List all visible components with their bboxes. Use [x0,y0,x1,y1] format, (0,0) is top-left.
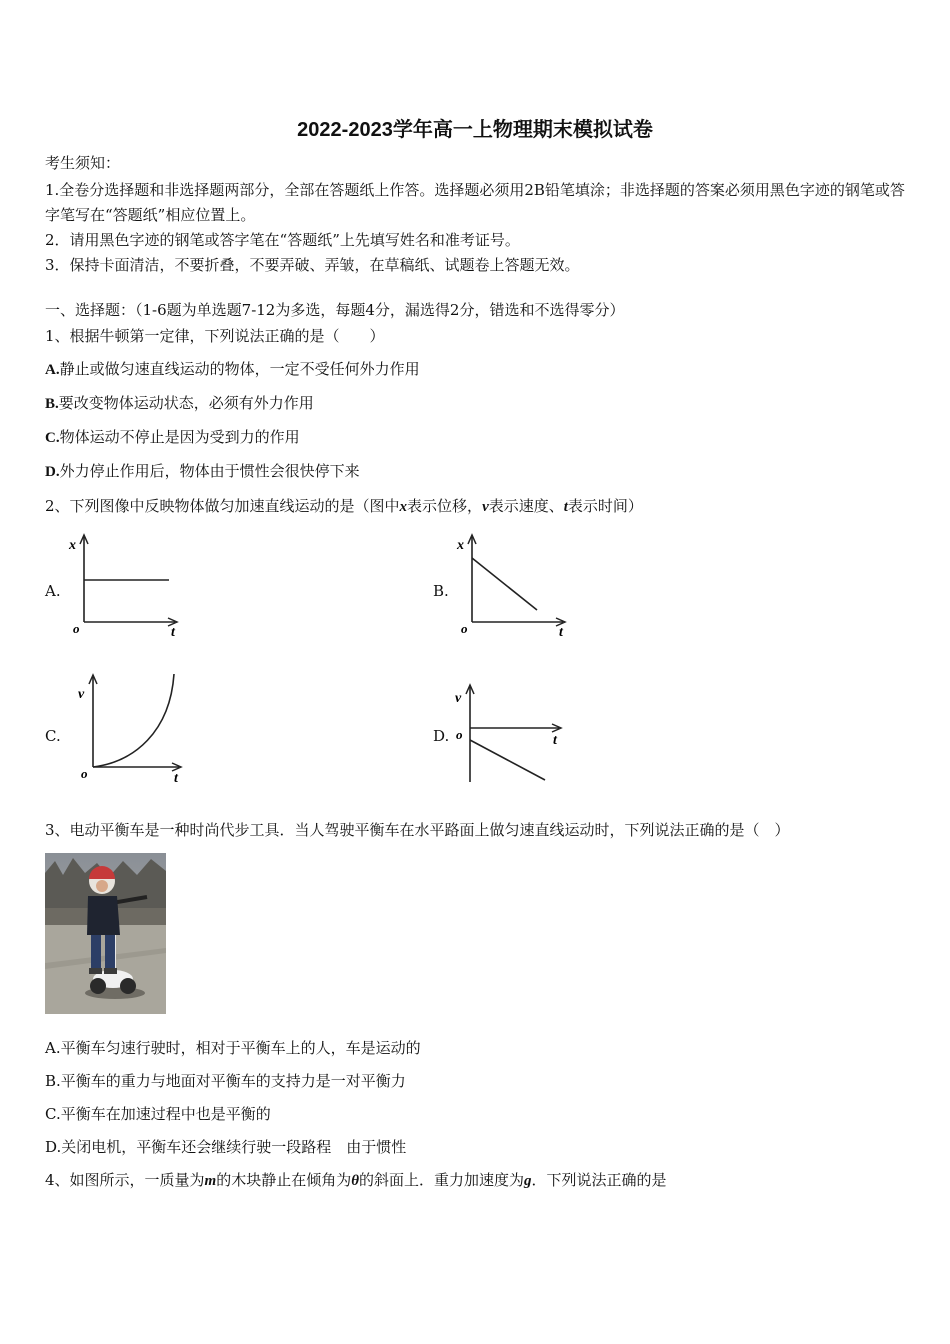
graph-b [453,532,578,642]
q4-stem-part: 的木块静止在倾角为 [216,1171,352,1189]
graph-d-curve [470,740,545,780]
q2-stem-part: 表示速度、 [488,497,564,515]
graph-d-label: D. [433,727,450,745]
notice-item-3: 3．保持卡面清洁，不要折叠，不要弄破、弄皱，在草稿纸、试题卷上答题无效。 [45,256,580,274]
graph-c-origin: o [81,766,88,781]
option-text: 要改变物体运动状态，必须有外力作用 [58,394,314,412]
graph-d-origin: o [456,727,463,742]
graph-b-y-label: x [457,538,464,553]
q4-stem-part: 的斜面上．重力加速度为 [359,1171,525,1189]
graph-c [74,672,199,787]
option-text: 静止或做匀速直线运动的物体，一定不受任何外力作用 [59,360,420,378]
notice-heading: 考生须知： [45,154,121,172]
q1-option-d [45,461,360,482]
var-x: x [399,499,408,515]
q3-option-b: B.平衡车的重力与地面对平衡车的支持力是一对平衡力 [45,1072,406,1090]
q1-stem: 1、根据牛顿第一定律，下列说法正确的是（ ） [45,327,385,345]
q2-stem-part: 2、下列图像中反映物体做匀加速直线运动的是（图中 [45,497,400,515]
q1-option-b [45,393,314,414]
q4-stem [45,1170,667,1191]
page-title: 2022-2023学年高一上物理期末模拟试卷 [297,119,653,141]
notice-item-2: 2．请用黑色字迹的钢笔或答字笔在“答题纸”上先填写姓名和准考证号。 [45,231,520,249]
q4-stem-part: ．下列说法正确的是 [531,1171,667,1189]
graph-d-y-label: v [455,691,462,706]
graph-c-y-label: v [78,687,85,702]
var-v: v [482,499,489,515]
option-letter: B. [45,396,59,412]
q2-stem-part: 表示时间） [567,497,643,515]
graph-c-x-label: t [174,771,178,786]
graph-a [65,532,190,642]
q1-option-a [45,359,420,380]
option-letter: D. [45,464,60,480]
graph-c-label: C. [45,727,61,745]
q3-option-c: C.平衡车在加速过程中也是平衡的 [45,1105,271,1123]
graph-b-origin: o [461,621,468,636]
var-m: m [204,1173,217,1189]
option-text: 物体运动不停止是因为受到力的作用 [59,428,300,446]
graph-a-y-label: x [69,538,76,553]
option-text: 外力停止作用后，物体由于惯性会很快停下来 [59,462,360,480]
option-letter: A. [45,362,60,378]
option-letter: C. [45,430,60,446]
notice-list [45,178,910,278]
balance-scooter-photo [45,853,166,1014]
graph-a-origin: o [73,621,80,636]
q2-stem [45,496,643,517]
graph-b-curve [472,558,537,610]
graph-a-label: A. [45,582,61,600]
q1-option-c [45,427,300,448]
graph-b-label: B. [433,582,449,600]
graph-d-x-label: t [553,733,557,748]
q2-stem-part: 表示位移， [407,497,483,515]
graph-a-x-label: t [171,625,175,640]
q3-option-d: D.关闭电机，平衡车还会继续行驶一段路程 由于惯性 [45,1138,407,1156]
q3-stem: 3、电动平衡车是一种时尚代步工具．当人驾驶平衡车在水平路面上做匀速直线运动时，下列说法正确的是（ ） [45,821,790,839]
q4-stem-part: 4、如图所示，一质量为 [45,1171,205,1189]
var-t: t [563,499,568,515]
q3-option-a: A.平衡车匀速行驶时，相对于平衡车上的人，车是运动的 [45,1039,421,1057]
graph-b-x-label: t [559,625,563,640]
graph-c-curve [93,674,174,767]
notice-item-1: 1.全卷分选择题和非选择题两部分，全部在答题纸上作答。选择题必须用2B铅笔填涂；非选择题的答案必须用黑色字迹的钢笔或答字笔写在“答题纸”相应位置上。 [45,181,905,224]
var-g: g [524,1173,532,1189]
graph-d [451,682,576,787]
var-theta: θ [351,1173,360,1189]
section-heading: 一、选择题：（1-6题为单选题7-12为多选，每题4分，漏选得2分，错选和不选得零分） [45,301,625,319]
